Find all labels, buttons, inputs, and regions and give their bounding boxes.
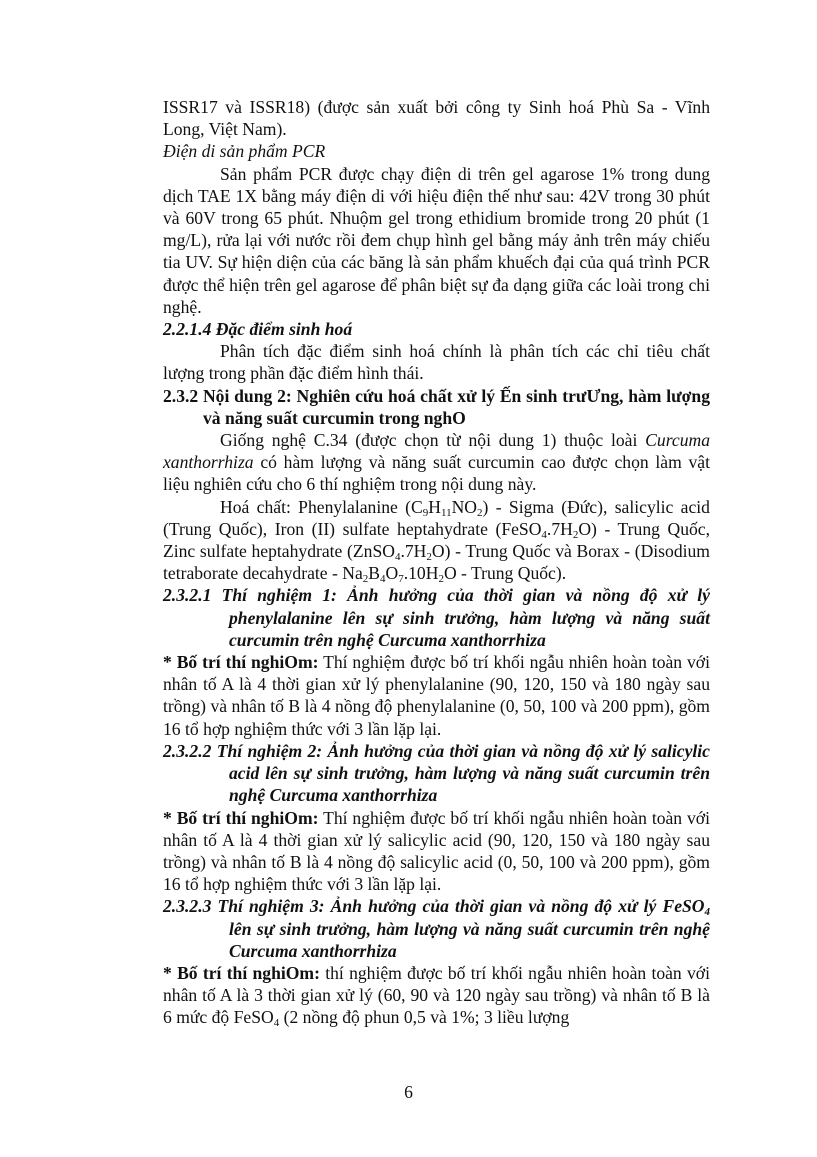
text: 2.3.2.3 Thí nghiệm 3: Ảnh hưởng của thời gian và nồng độ xử lý FeSO	[163, 896, 705, 917]
label-bo-tri: * Bố trí thí nghiOm:	[163, 962, 320, 983]
text: có hàm lượng và năng suất curcumin cao được chọn làm vật liệu nghiên cứu cho 6 thí nghiệm trong nội dung này.	[163, 452, 710, 495]
paragraph-sinh-hoa: Phân tích đặc điểm sinh hoá chính là phân tích các chỉ tiêu chất lượng trong phần đặc điểm hình thái.	[163, 341, 710, 384]
text: O - Trung Quốc).	[443, 563, 567, 584]
text: lên sự sinh trưởng, hàm lượng và năng suất curcumin trên nghệ Curcuma xanthorrhiza	[229, 918, 710, 961]
text: .10H	[403, 563, 439, 584]
subscript: 2	[572, 528, 579, 541]
heading-exp3	[163, 895, 710, 962]
paragraph-giong-nghe	[163, 429, 710, 496]
paragraph-hoa-chat	[163, 496, 710, 585]
heading-exp2: 2.3.2.2 Thí nghiệm 2: Ảnh hưởng của thời gian và nồng độ xử lý salicylic acid lên sự sinh trưởng, hàm lượng và năng suất curcumin trên nghệ Curcuma xanthorrhiza	[163, 740, 710, 806]
text: NO	[451, 496, 478, 517]
subscript: 4	[541, 528, 547, 541]
subscript: 2	[477, 506, 483, 519]
subscript: 4	[704, 906, 710, 919]
text: Thí nghiệm được bố trí khối ngẫu nhiên hoàn toàn với nhân tố A là 4 thời gian xử lý phenylalanine (90, 120, 150 và 180 ngày sau trồng) và nhân tố B là 4 nồng độ phenylalanine (0, 50, 100 và 200 ppm), gồm 16 tổ hợp nghiệm thức với 3 lần lặp lại.	[163, 652, 710, 739]
subscript: 2	[426, 551, 432, 564]
species-name: Curcuma xanthorrhiza	[163, 430, 710, 473]
text: O) - Trung Quốc và Borax - (Disodium tetraborate decahydrate - Na	[163, 541, 710, 584]
text: ) - Sigma (Đức), salicylic acid (Trung Quốc), Iron (II) sulfate heptahydrate (FeSO	[163, 496, 710, 539]
text: .7H	[400, 541, 427, 562]
subscript: 2	[438, 573, 444, 586]
paragraph-dien-di: Sản phẩm PCR được chạy điện di trên gel agarose 1% trong dung dịch TAE 1X bằng máy điện di với hiệu điện thế như sau: 42V trong 30 phút và 60V trong 65 phút. Nhuộm gel trong ethidium bromide trong 20 phút (1 mg/L), rửa lại với nước rồi đem chụp hình gel bằng máy ảnh trên máy chiếu tia UV. Sự hiện diện của các băng là sản phẩm khuếch đại của quá trình PCR được thể hiện trên gel agarose để phân biệt sự đa dạng giữa các loài trong chi nghệ.	[163, 163, 710, 317]
heading-232: 2.3.2 Nội dung 2: Nghiên cứu hoá chất xử lý Ến sinh trưƯng, hàm lượng và năng suất curcumin trong nghO	[163, 385, 710, 428]
subscript: 2	[362, 573, 369, 586]
paragraph-exp2	[163, 807, 710, 896]
text: (2 nồng độ phun 0,5 và 1%; 3 liều lượng	[279, 1007, 570, 1028]
subscript: 4	[273, 1017, 280, 1030]
text: O) - Trung Quốc, Zinc sulfate heptahydrate (ZnSO	[163, 518, 711, 562]
paragraph-primers: ISSR17 và ISSR18) (được sản xuất bởi công ty Sinh hoá Phù Sa - Vĩnh Long, Việt Nam).	[163, 97, 710, 140]
text: B	[368, 563, 381, 584]
paragraph-exp3	[163, 962, 710, 1029]
label-bo-tri: * Bố trí thí nghiOm:	[163, 807, 319, 828]
document-page	[163, 96, 710, 1029]
heading-dien-di: Điện di sản phẩm PCR	[163, 141, 326, 162]
text: H	[428, 496, 441, 517]
text: thí nghiệm được bố trí khối ngẫu nhiên hoàn toàn với nhân tố A là 3 thời gian xử lý (60, 90 và 120 ngày sau trồng) và nhân tố B là 6 mức độ FeSO	[163, 962, 710, 1028]
text: Thí nghiệm được bố trí khối ngẫu nhiên hoàn toàn với nhân tố A là 4 thời gian xử lý salicylic acid (90, 120, 150 và 180 ngày sau trồng) và nhân tố B là 4 nồng độ salicylic acid (0, 50, 100 và 200 ppm), gồm 16 tổ hợp nghiệm thức với 3 lần lặp lại.	[163, 807, 710, 895]
subscript: 9	[422, 506, 429, 519]
heading-exp1: 2.3.2.1 Thí nghiệm 1: Ảnh hưởng của thời gian và nồng độ xử lý phenylalanine lên sự sinh trưởng, hàm lượng và năng suất curcumin trên nghệ Curcuma xanthorrhiza	[163, 585, 710, 650]
label-bo-tri: * Bố trí thí nghiOm:	[163, 652, 319, 673]
subscript: 4	[394, 551, 401, 564]
subscript: 11	[441, 506, 452, 519]
text: .7H	[546, 518, 573, 539]
page-number: 6	[404, 1082, 413, 1102]
heading-2214: 2.2.1.4 Đặc điểm sinh hoá	[163, 319, 353, 340]
subscript: 4	[380, 573, 386, 586]
subscript: 7	[398, 573, 404, 586]
text: O	[385, 563, 399, 584]
text: Giống nghệ C.34 (được chọn từ nội dung 1) thuộc loài	[220, 430, 646, 451]
paragraph-exp1	[163, 651, 710, 740]
text: Hoá chất: Phenylalanine (C	[220, 496, 423, 517]
